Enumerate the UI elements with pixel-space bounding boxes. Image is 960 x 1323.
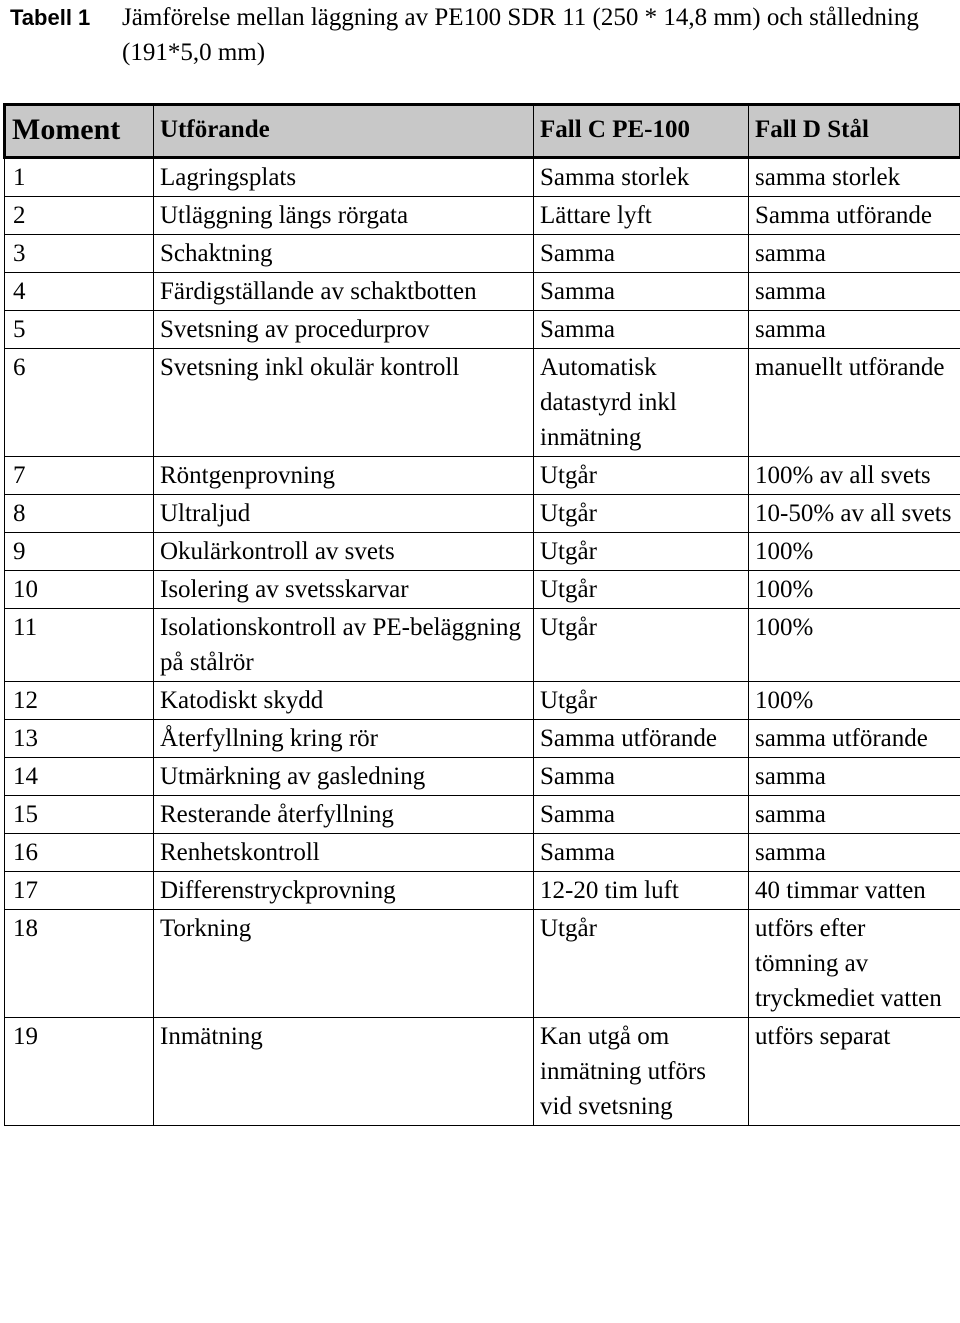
row-fall-d-cell: Samma utförande [749,197,960,235]
table-row [5,158,960,197]
table-body [5,158,960,1126]
row-number-cell: 7 [5,457,154,495]
row-number-cell: 8 [5,495,154,533]
row-fall-c-cell: Samma [534,311,749,349]
row-fall-c-cell: Samma [534,834,749,872]
row-fall-c-cell: Kan utgå om inmätning utförs vid svetsning [534,1018,749,1126]
row-fall-c-cell: Utgår [534,682,749,720]
row-fall-d-cell: samma [749,273,960,311]
row-number-cell: 9 [5,533,154,571]
row-step-cell: Lagringsplats [154,158,534,197]
row-fall-c-cell: Utgår [534,609,749,682]
table-row [5,609,960,682]
row-step-cell: Utmärkning av gasledning [154,758,534,796]
row-step-cell: Resterande återfyllning [154,796,534,834]
row-fall-c-cell: Samma [534,796,749,834]
table-row [5,571,960,609]
header-row [5,105,960,158]
row-step-cell: Isolering av svetsskarvar [154,571,534,609]
row-fall-c-cell: Samma [534,273,749,311]
table-row [5,235,960,273]
table-row [5,758,960,796]
row-step-cell: Svetsning inkl okulär kontroll [154,349,534,457]
table-row [5,834,960,872]
row-step-cell: Okulärkontroll av svets [154,533,534,571]
row-step-cell: Torkning [154,910,534,1018]
row-number-cell: 14 [5,758,154,796]
caption-label: Tabell 1 [10,5,91,30]
table-row [5,796,960,834]
row-fall-d-cell: samma utförande [749,720,960,758]
table-row [5,872,960,910]
row-step-cell: Röntgenprovning [154,457,534,495]
row-fall-c-cell: Samma [534,758,749,796]
row-step-cell: Utläggning längs rörgata [154,197,534,235]
row-fall-d-cell: samma [749,758,960,796]
row-number-cell: 1 [5,158,154,197]
row-number-cell: 12 [5,682,154,720]
row-number-cell: 6 [5,349,154,457]
row-fall-d-cell: samma [749,834,960,872]
row-number-cell: 5 [5,311,154,349]
table-row [5,682,960,720]
row-fall-c-cell: Utgår [534,571,749,609]
row-step-cell: Svetsning av procedurprov [154,311,534,349]
row-number-cell: 10 [5,571,154,609]
row-number-cell: 4 [5,273,154,311]
row-fall-d-cell: 10-50% av all svets [749,495,960,533]
table-row [5,720,960,758]
row-number-cell: 18 [5,910,154,1018]
row-number-cell: 15 [5,796,154,834]
row-number-cell: 16 [5,834,154,872]
row-fall-d-cell: utförs efter tömning av tryckmediet vatten [749,910,960,1018]
header-utforande: Utförande [154,105,534,158]
row-fall-c-cell: Samma storlek [534,158,749,197]
table-header [5,105,960,158]
table-row [5,311,960,349]
comparison-table [3,103,960,1126]
table-caption [10,0,950,70]
row-fall-d-cell: 40 timmar vatten [749,872,960,910]
row-fall-c-cell: Samma [534,235,749,273]
table-row [5,533,960,571]
row-fall-c-cell: Utgår [534,533,749,571]
row-fall-c-cell: Utgår [534,457,749,495]
row-fall-d-cell: samma [749,796,960,834]
table-row [5,910,960,1018]
header-fall-d: Fall D Stål [749,105,960,158]
row-fall-c-cell: Automatisk datastyrd inkl inmätning [534,349,749,457]
row-fall-c-cell: Utgår [534,495,749,533]
row-fall-d-cell: 100% [749,609,960,682]
row-step-cell: Schaktning [154,235,534,273]
table-row [5,349,960,457]
table-row [5,457,960,495]
row-number-cell: 19 [5,1018,154,1126]
header-fall-c: Fall C PE-100 [534,105,749,158]
row-fall-d-cell: samma storlek [749,158,960,197]
row-fall-d-cell: 100% [749,682,960,720]
row-fall-d-cell: 100% [749,533,960,571]
row-number-cell: 2 [5,197,154,235]
table-row [5,495,960,533]
row-fall-d-cell: 100% av all svets [749,457,960,495]
row-fall-c-cell: Samma utförande [534,720,749,758]
header-moment: Moment [5,105,154,158]
row-step-cell: Katodiskt skydd [154,682,534,720]
table-row [5,1018,960,1126]
row-number-cell: 3 [5,235,154,273]
row-fall-d-cell: samma [749,311,960,349]
row-step-cell: Återfyllning kring rör [154,720,534,758]
row-number-cell: 17 [5,872,154,910]
table-row [5,273,960,311]
row-fall-c-cell: 12-20 tim luft [534,872,749,910]
row-number-cell: 13 [5,720,154,758]
row-fall-d-cell: manuellt utförande [749,349,960,457]
row-step-cell: Renhetskontroll [154,834,534,872]
row-fall-c-cell: Utgår [534,910,749,1018]
row-fall-d-cell: samma [749,235,960,273]
table-row [5,197,960,235]
row-step-cell: Differenstryckprovning [154,872,534,910]
row-step-cell: Ultraljud [154,495,534,533]
caption-text: Jämförelse mellan läggning av PE100 SDR 11 (250 * 14,8 mm) och stålledning (191*5,0 mm) [122,4,919,66]
row-step-cell: Inmätning [154,1018,534,1126]
row-fall-d-cell: 100% [749,571,960,609]
row-step-cell: Färdigställande av schaktbotten [154,273,534,311]
row-fall-d-cell: utförs separat [749,1018,960,1126]
row-fall-c-cell: Lättare lyft [534,197,749,235]
row-step-cell: Isolationskontroll av PE-beläggning på stålrör [154,609,534,682]
row-number-cell: 11 [5,609,154,682]
